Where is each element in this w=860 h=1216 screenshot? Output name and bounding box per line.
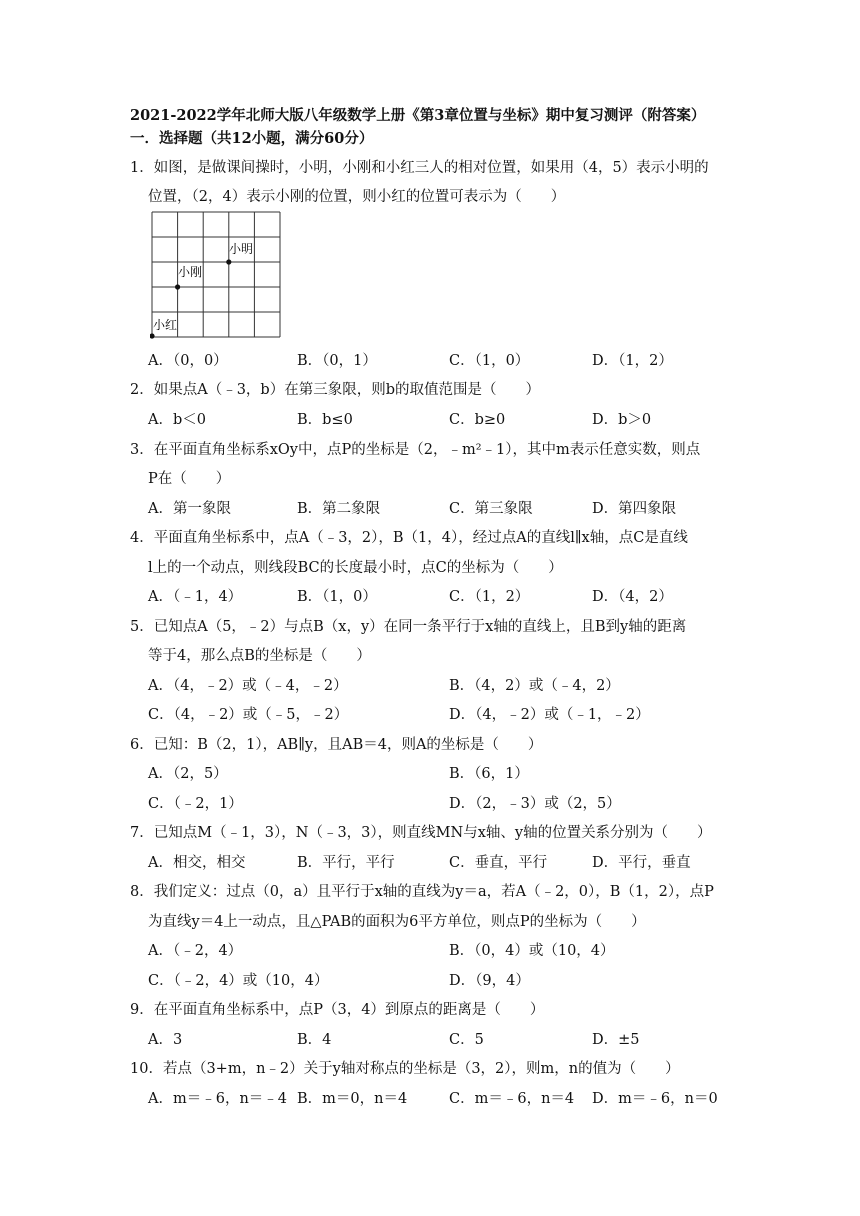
q4-option-b: B．（1，0） (297, 589, 377, 605)
q2-option-c: C．b≥0 (449, 412, 506, 428)
q6-option-d: D．（2，﹣3）或（2，5） (449, 796, 621, 812)
question-7-line-1: 7．已知点M（﹣1，3），N（﹣3，3），则直线MN与x轴、y轴的位置关系分别为（ ） (130, 825, 712, 841)
q10-option-a: A．m＝﹣6，n＝﹣4 (148, 1091, 288, 1107)
q8-option-a: A．（﹣2，4） (148, 943, 243, 959)
grid-svg (150, 210, 282, 340)
question-9-line-1: 9．在平面直角坐标系中，点P（3，4）到原点的距离是（ ） (130, 1002, 545, 1018)
q9-option-a: A．3 (148, 1032, 183, 1048)
question-3-line-2: P在（ ） (148, 471, 231, 487)
q4-option-d: D．（4，2） (592, 589, 673, 605)
q4-option-a: A．（﹣1，4） (148, 589, 243, 605)
xiaoming-point (226, 259, 231, 264)
question-5-line-1: 5．已知点A（5，﹣2）与点B（x，y）在同一条平行于x轴的直线上，且B到y轴的距离 (130, 619, 687, 635)
question-10-line-1: 10．若点（3+m，n﹣2）关于y轴对称点的坐标是（3，2），则m，n的值为（ ） (130, 1061, 680, 1077)
q1-option-d: D．（1，2） (592, 353, 673, 369)
xiaogang-label: 小刚 (178, 265, 203, 279)
xiaoming-label: 小明 (229, 242, 254, 256)
q10-option-c: C．m＝﹣6，n＝4 (449, 1091, 575, 1107)
q3-option-a: A．第一象限 (148, 501, 231, 517)
section-heading: 一．选择题（共12小题，满分60分） (130, 130, 374, 147)
q3-option-c: C．第三象限 (449, 501, 533, 517)
q3-option-b: B．第二象限 (297, 501, 381, 517)
q4-option-c: C．（1，2） (449, 589, 530, 605)
position-grid-figure (150, 210, 282, 340)
q6-option-a: A．（2，5） (148, 766, 228, 782)
q7-option-c: C．垂直，平行 (449, 855, 548, 871)
q5-option-c: C．（4，﹣2）或（﹣5，﹣2） (148, 707, 349, 723)
q1-option-c: C．（1，0） (449, 353, 530, 369)
question-2-line-1: 2．如果点A（﹣3，b）在第三象限，则b的取值范围是（ ） (130, 382, 540, 398)
q2-option-b: B．b≤0 (297, 412, 353, 428)
question-4-line-2: l上的一个动点，则线段BC的长度最小时，点C的坐标为（ ） (148, 560, 563, 576)
q1-option-a: A．（0，0） (148, 353, 228, 369)
xiaohong-point (150, 333, 155, 338)
q7-option-b: B．平行，平行 (297, 855, 395, 871)
q10-option-d: D．m＝﹣6，n＝0 (592, 1091, 718, 1107)
q2-option-a: A．b＜0 (148, 412, 206, 428)
q8-option-b: B．（0，4）或（10，4） (449, 943, 615, 959)
q6-option-b: B．（6，1） (449, 766, 529, 782)
xiaogang-point (175, 284, 180, 289)
question-3-line-1: 3．在平面直角坐标系xOy中，点P的坐标是（2，﹣m²﹣1），其中m表示任意实数，则点 (130, 442, 701, 458)
q8-option-d: D．（9，4） (449, 973, 530, 989)
q5-option-b: B．（4，2）或（﹣4，2） (449, 678, 620, 694)
q8-option-c: C．（﹣2，4）或（10，4） (148, 973, 329, 989)
q5-option-d: D．（4，﹣2）或（﹣1，﹣2） (449, 707, 650, 723)
q6-option-c: C．（﹣2，1） (148, 796, 243, 812)
q3-option-d: D．第四象限 (592, 501, 677, 517)
question-8-line-1: 8．我们定义：过点（0，a）且平行于x轴的直线为y＝a，若A（﹣2，0），B（1，2），点P (130, 884, 714, 900)
question-4-line-1: 4．平面直角坐标系中，点A（﹣3，2），B（1，4），经过点A的直线l∥x轴，点C是直线 (130, 530, 688, 546)
q9-option-d: D．±5 (592, 1032, 640, 1048)
document-title: 2021-2022学年北师大版八年级数学上册《第3章位置与坐标》期中复习测评（附答案） (130, 107, 706, 124)
q7-option-a: A．相交，相交 (148, 855, 246, 871)
q5-option-a: A．（4，﹣2）或（﹣4，﹣2） (148, 678, 348, 694)
question-5-line-2: 等于4，那么点B的坐标是（ ） (148, 648, 371, 664)
q9-option-c: C．5 (449, 1032, 484, 1048)
question-8-line-2: 为直线y＝4上一动点，且△PAB的面积为6平方单位，则点P的坐标为（ ） (148, 914, 646, 930)
q10-option-b: B．m＝0，n＝4 (297, 1091, 408, 1107)
question-1-line-2: 位置，（2，4）表示小刚的位置，则小红的位置可表示为（ ） (148, 189, 566, 205)
q9-option-b: B．4 (297, 1032, 332, 1048)
question-1-line-1: 1．如图，是做课间操时，小明，小刚和小红三人的相对位置，如果用（4，5）表示小明的 (130, 160, 709, 176)
q7-option-d: D．平行，垂直 (592, 855, 691, 871)
q2-option-d: D．b＞0 (592, 412, 652, 428)
q1-option-b: B．（0，1） (297, 353, 377, 369)
xiaohong-label: 小红 (153, 318, 178, 332)
question-6-line-1: 6．已知：B（2，1），AB∥y，且AB＝4，则A的坐标是（ ） (130, 737, 543, 753)
